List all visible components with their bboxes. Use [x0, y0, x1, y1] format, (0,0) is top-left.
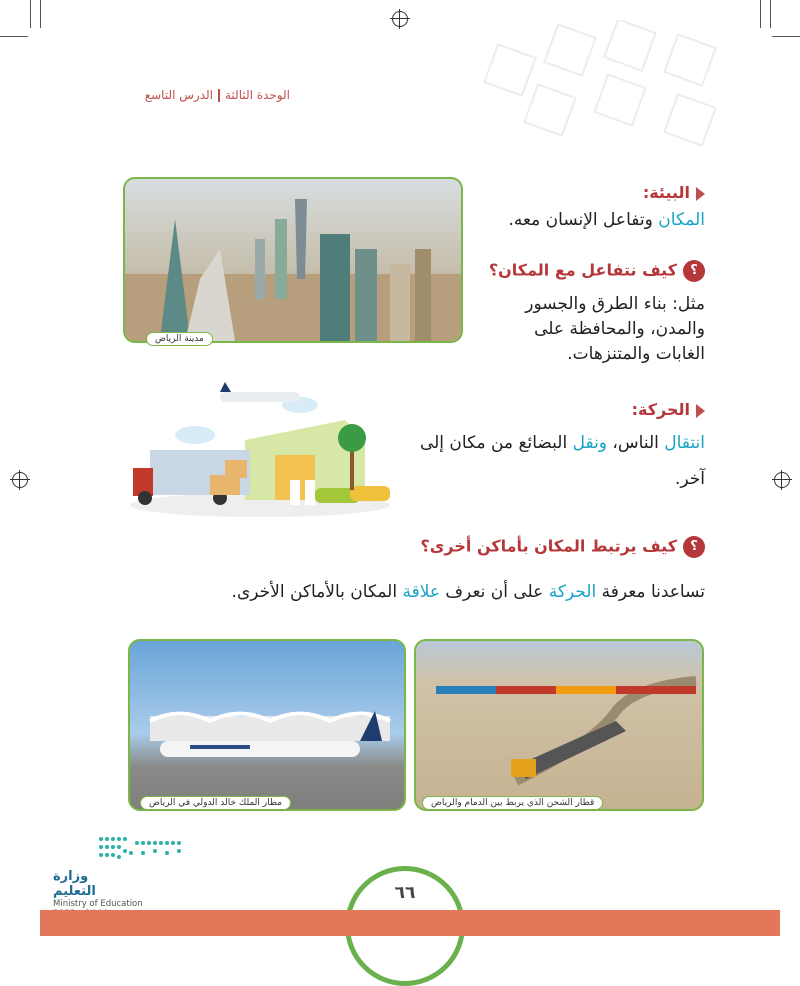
q2-text-1: تساعدنا معرفة	[596, 582, 705, 602]
crop-mark	[772, 36, 800, 37]
movement-highlight-2: ونقل	[572, 433, 608, 453]
crop-mark	[40, 0, 41, 28]
movement-highlight-1: انتقال	[664, 433, 705, 453]
question-icon: ؟	[683, 260, 705, 282]
riyadh-caption: مدينة الرياض	[146, 332, 213, 346]
q2-highlight-1: الحركة	[548, 582, 597, 602]
movement-title-text: الحركة:	[631, 400, 690, 419]
question2-title	[300, 536, 705, 558]
question1-title-text: كيف نتفاعل مع المكان؟	[488, 260, 677, 280]
environment-text: وتفاعل الإنسان معه.	[508, 210, 659, 230]
chevron-left-icon	[696, 187, 705, 201]
environment-section	[485, 183, 705, 233]
q2-highlight-2: علاقة	[402, 582, 441, 602]
crop-mark	[30, 0, 31, 28]
crop-mark	[0, 36, 28, 37]
footer-bar	[40, 910, 780, 936]
registration-mark-icon	[774, 472, 790, 488]
registration-mark-icon	[392, 11, 408, 27]
page-number: ٦٦	[394, 883, 416, 903]
ministry-dots-icon	[53, 835, 193, 865]
ministry-english-name: Ministry of Education	[53, 899, 143, 909]
header-divider	[218, 89, 220, 102]
movement-text-2: البضائع من مكان إلى آخر.	[419, 433, 705, 489]
question2-title-text: كيف يرتبط المكان بأماكن أخرى؟	[420, 536, 677, 556]
airport-illustration	[130, 641, 404, 809]
question2	[300, 536, 705, 558]
q2-text-3: المكان بالأماكن الأخرى.	[231, 582, 403, 602]
movement-title	[400, 400, 705, 419]
riyadh-photo	[123, 177, 463, 343]
environment-title-text: البيئة:	[642, 183, 690, 202]
question1-answer: مثل: بناء الطرق والجسور والمدن، والمحافظة على الغابات والمتنزهات.	[525, 294, 705, 364]
train-caption: قطار الشحن الذي يربط بين الدمام والرياض	[422, 796, 603, 810]
ministry-logo	[53, 835, 193, 919]
question1-title	[485, 260, 705, 282]
environment-definition	[485, 208, 705, 233]
transport-illustration	[125, 380, 395, 520]
ministry-arabic-name: وزارة التعليم	[53, 869, 96, 899]
freight-train-illustration	[416, 641, 702, 809]
movement-definition	[400, 425, 705, 497]
train-photo	[414, 639, 704, 811]
q2-text-2: على أن نعرف	[440, 582, 549, 602]
unit-label: الوحدة الثالثة	[225, 88, 290, 102]
movement-text-1: الناس،	[607, 433, 665, 453]
lesson-header	[110, 88, 290, 102]
environment-title	[485, 183, 705, 202]
registration-mark-icon	[12, 472, 28, 488]
question-icon: ؟	[683, 536, 705, 558]
crop-mark	[770, 0, 771, 28]
question1	[485, 260, 705, 367]
airport-caption: مطار الملك خالد الدولي في الرياض	[140, 796, 291, 810]
airport-photo	[128, 639, 406, 811]
chevron-left-icon	[696, 404, 705, 418]
environment-highlight: المكان	[658, 210, 705, 230]
decorative-pattern	[470, 20, 770, 150]
lesson-label: الدرس التاسع	[144, 88, 213, 102]
question2-answer	[150, 580, 705, 605]
movement-section	[400, 400, 705, 497]
city-skyline-illustration	[125, 179, 461, 341]
